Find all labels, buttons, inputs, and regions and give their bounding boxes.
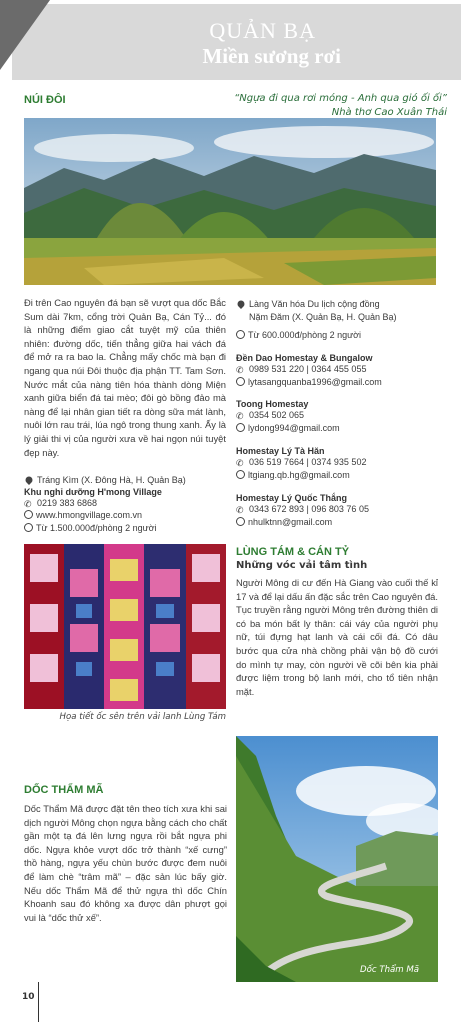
phone-icon: ✆ [24,498,32,509]
website-row[interactable]: www.hmongvillage.com.vn [24,509,229,522]
listing-lang-van-hoa [236,298,441,342]
phone-icon: ✆ [236,365,244,375]
email-row[interactable]: lydong994@gmail.com [236,422,441,435]
listing-ly-quoc-thang [236,493,441,528]
price-row: Từ 600.000đ/phòng 2 người [236,329,441,342]
listing-name: Làng Văn hóa Du lịch cộng đồng [236,298,441,311]
page-title: QUẢN BẠ [209,18,316,43]
quote-block [187,92,447,120]
email-row[interactable]: ltgiang.qb.hg@gmail.com [236,469,441,482]
globe-icon [24,510,33,519]
header-corner-decoration [0,0,50,70]
paragraph-nui-doi: Đi trên Cao nguyên đá bạn sẽ vượt qua dốc Bắc Sum dài 7km, cổng trời Quản Bạ, Cán Tỷ... đó là những điểm giao cắt tuyệt mỹ của thiên nhiên: đường dốc, tiến thẳng giữa hai vách đá để mở ra ra bao la. Chẳng mấy chốc mà bạn đi ngang qua núi Đôi thuộc địa phận TT. Tam Sơn. Nước mắt của nàng tiên hóa thành dòng Miện xanh giữa biển đá tai mèo; đôi gò bồng đảo mà nàng để lại nhân gian tiết ra dòng sữa mát lành, nuôi lớn rau trái, lúa ngô trong thung xanh. Ấy là lý giải thi vị của người xưa về hai ngọn núi tuyệt đẹp này. [24,297,226,458]
winding-road-illustration [236,736,438,982]
price-row: Từ 1.500.000đ/phòng 2 người [24,522,229,535]
location-pin-icon [236,299,246,309]
section-heading-nui-doi: NÚI ĐÔI [24,94,66,106]
page-subtitle: Miền sương rơi [202,44,341,68]
mountains-illustration [24,118,436,285]
page-number: 10 [22,992,35,1002]
email-icon [236,517,245,526]
phone-icon: ✆ [236,458,244,468]
listing-ly-ta-han [236,446,441,481]
email-icon [236,377,245,386]
listing-name: Homestay Lý Quốc Thắng [236,493,348,503]
location-pin-icon [24,475,34,485]
photo-doc-tham-ma [236,736,438,982]
listing-name: Toong Homestay [236,399,309,409]
listing-name: Homestay Lý Tà Hăn [236,446,325,456]
listing-name: Đền Dao Homestay & Bungalow [236,353,373,363]
phone-row: ✆ 0219 383 6868 [24,497,98,509]
section-heading-lung-tam: LÙNG TÁM & CÁN TỶ [236,546,350,558]
phone-row: ✆ 0354 502 065 [236,410,305,421]
phone-icon: ✆ [236,411,244,421]
listing-toong [236,399,441,434]
address-row: Nặm Đăm (X. Quản Bạ, H. Quản Bạ) [249,311,397,322]
price-icon [236,330,245,339]
quote-text: “Ngựa đi qua rơi móng - Anh qua gió ối ối” [234,93,447,104]
paragraph-lung-tam: Người Mông di cư đến Hà Giang vào cuối thế kỉ 17 và để lại dấu ấn đặc sắc trên Cao nguyên đá. Tục truyền rằng người Mông trên đường thiên di có ba món bất ly thân: cái váy của người phụ nữ, túi đựng hạt lanh và cái cối đá. Có dâu bước qua cửa nhà chồng phải vận bộ đồ cưới do mình tự may, còn người về cõi bên kia phải được liệm trong bộ lanh mới, cho tổ tiên nhận mặt. [236,577,438,697]
email-icon [236,470,245,479]
listing-hmong-village [24,474,229,534]
email-icon [236,423,245,432]
listing-den-dao [236,353,441,388]
phone-row: ✆ 036 519 7664 | 0374 935 502 [236,457,367,468]
email-row[interactable]: nhulktnn@gmail.com [236,516,441,529]
address-row: Tráng Kìm (X. Đông Hà, H. Quản Bạ) [24,474,229,487]
phone-row: ✆ 0989 531 220 | 0364 455 055 [236,364,367,375]
caption-doc-tham-ma: Dốc Thẩm Mã [360,965,420,975]
section-heading-doc-tham-ma: DỐC THẨM MÃ [24,784,104,796]
section-subheading-lung-tam: Những vóc vải tâm tình [236,560,368,571]
listing-name: Khu nghỉ dưỡng H'mong Village [24,486,162,497]
photo-nui-doi [24,118,436,285]
caption-textile: Họa tiết ốc sên trên vải lanh Lùng Tám [59,712,226,722]
quote-author: Nhà thơ Cao Xuân Thái [331,107,447,118]
phone-row: ✆ 0343 672 893 | 096 803 76 05 [236,504,369,515]
photo-textile [24,544,226,709]
price-icon [24,523,33,532]
paragraph-doc-tham-ma: Dốc Thẩm Mã được đặt tên theo tích xưa khi sai dịch người Mông chọn ngựa bằng cách cho chất gần một tạ đá lên lưng ngựa rồi bắt ngựa phi dốc. Ngựa khỏe vượt dốc trở thành “xế cưng” thồ hàng, ngựa yếu chùn bước được đem nuôi để làm chè “trâm mã” – đặc sản lúc bấy giờ. Nếu dốc Thẩm Mã để thử ngựa thì dốc Chín Khoanh sau đó không xa được dân phượt gọi vui là “dốc thử xế”. [24,803,227,923]
phone-icon: ✆ [236,505,244,515]
page-rule [38,982,39,1022]
email-row[interactable]: lytasangquanba1996@gmail.com [236,376,441,389]
textile-illustration [24,544,226,709]
